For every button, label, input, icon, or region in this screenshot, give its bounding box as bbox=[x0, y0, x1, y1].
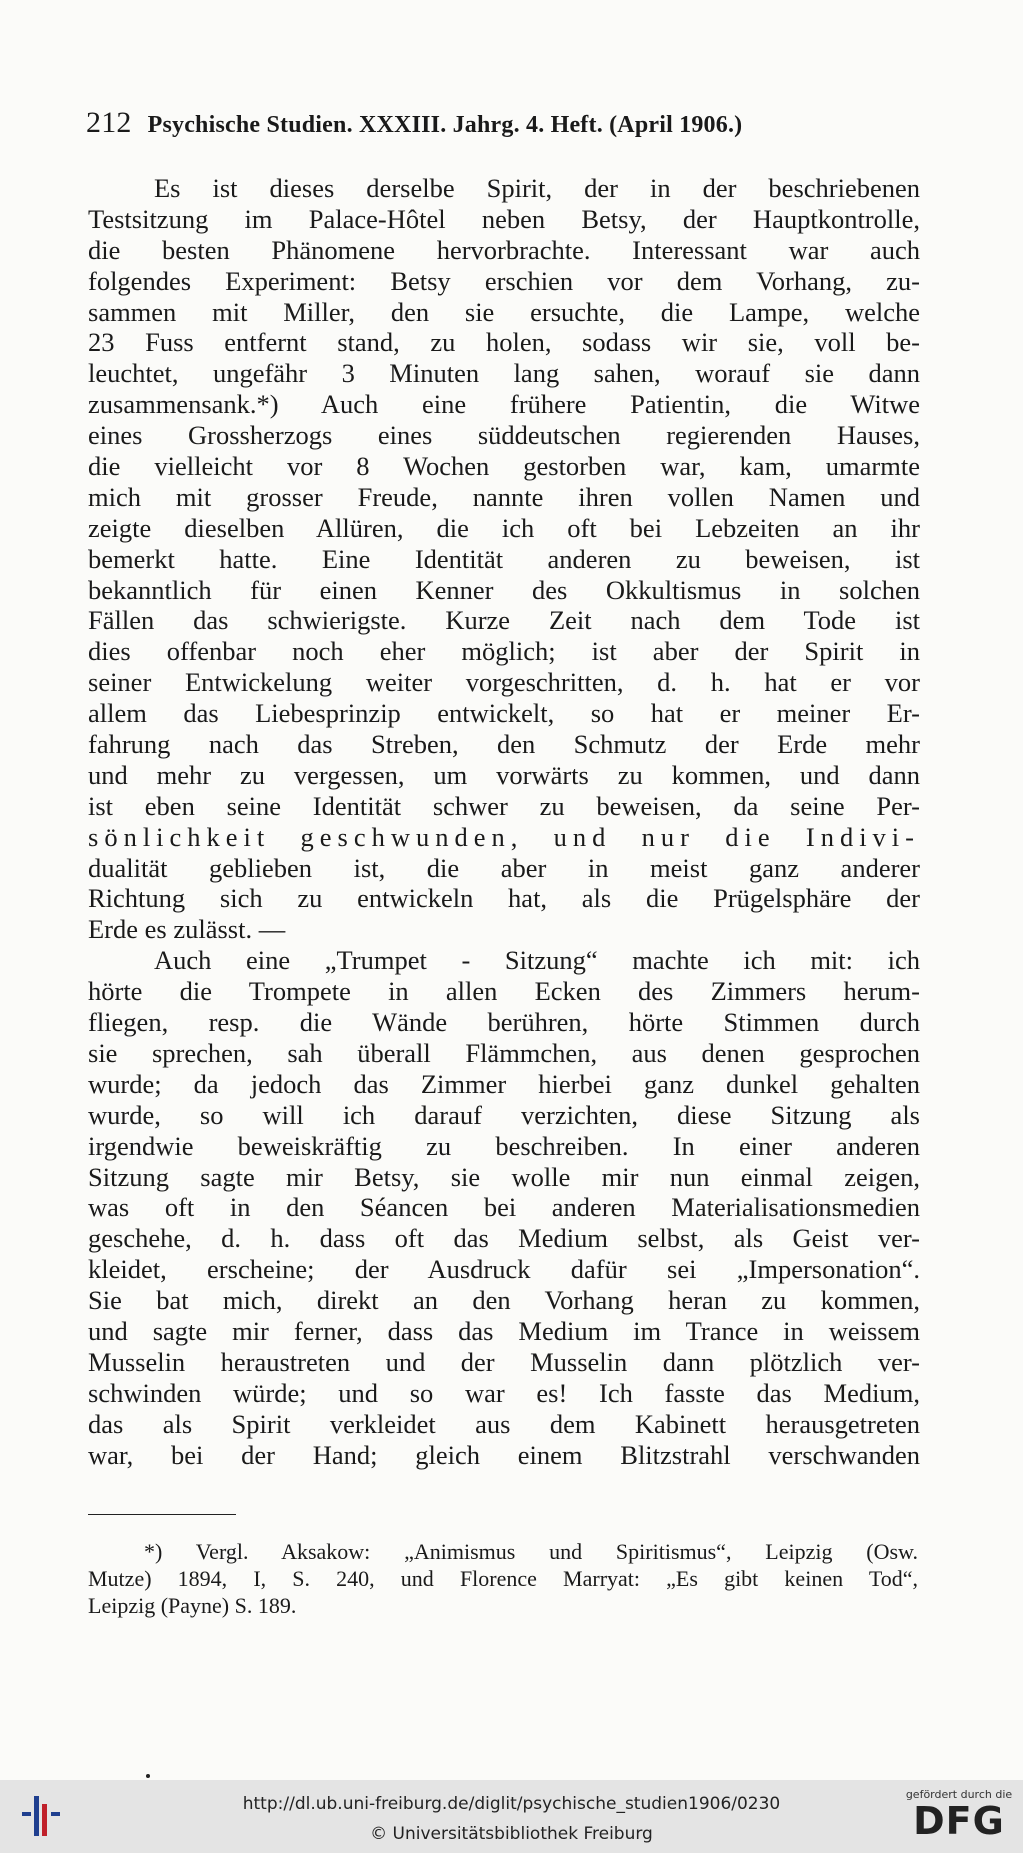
text-line: wurde, so will ich darauf verzichten, diese Sitzung als bbox=[88, 1099, 920, 1130]
text-line: dualität geblieben ist, die aber in meist ganz anderer bbox=[88, 852, 920, 883]
dfg-logo bbox=[905, 1788, 1013, 1848]
text-line: bemerkt hatte. Eine Identität anderen zu beweisen, ist bbox=[88, 543, 920, 574]
dfg-tagline: gefördert durch die bbox=[905, 1788, 1013, 1801]
text-line: sammen mit Miller, den sie ersuchte, die Lampe, welche bbox=[88, 296, 920, 327]
text-line: zusammensank.*) Auch eine frühere Patientin, die Witwe bbox=[88, 389, 920, 420]
text-line: war, bei der Hand; gleich einem Blitzstrahl verschwanden bbox=[88, 1439, 920, 1470]
footnote bbox=[88, 1538, 918, 1619]
footnote-separator bbox=[88, 1514, 236, 1515]
text-line: folgendes Experiment: Betsy erschien vor dem Vorhang, zu- bbox=[88, 265, 920, 296]
text-line: 23 Fuss entfernt stand, zu holen, sodass wir sie, voll be- bbox=[88, 327, 920, 358]
viewer-footer bbox=[0, 1780, 1023, 1853]
text-line: Erde es zulässt. — bbox=[88, 914, 286, 945]
text-line: Musselin heraustreten und der Musselin dann plötzlich ver- bbox=[88, 1346, 920, 1377]
page-url-link[interactable]: http://dl.ub.uni-freiburg.de/diglit/psychische_studien1906/0230 bbox=[242, 1794, 781, 1814]
text-line: leuchtet, ungefähr 3 Minuten lang sahen, worauf sie dann bbox=[88, 358, 920, 389]
page-header bbox=[86, 106, 946, 140]
dfg-logo-text: DFG bbox=[913, 1799, 1005, 1843]
text-line: Testsitzung im Palace-Hôtel neben Betsy, der Hauptkontrolle, bbox=[88, 203, 920, 234]
text-line: und sagte mir ferner, dass das Medium im Trance in weissem bbox=[88, 1315, 920, 1346]
text-line: seiner Entwickelung weiter vorgeschritten, d. h. hat er vor bbox=[88, 667, 920, 698]
text-line: Richtung sich zu entwickeln hat, als die Prügelsphäre der bbox=[88, 883, 920, 914]
text-line: eines Grossherzogs eines süddeutschen regierenden Hauses, bbox=[88, 420, 920, 451]
footnote-line: Mutze) 1894, I, S. 240, und Florence Marryat: „Es gibt keinen Tod“, bbox=[88, 1566, 918, 1591]
text-line: dies offenbar noch eher möglich; ist aber der Spirit in bbox=[88, 636, 920, 667]
text-line: bekanntlich für einen Kenner des Okkultismus in solchen bbox=[88, 574, 920, 605]
text-line: wurde; da jedoch das Zimmer hierbei ganz dunkel gehalten bbox=[88, 1068, 920, 1099]
text-line: was oft in den Séancen bei anderen Materialisationsmedien bbox=[88, 1192, 920, 1223]
text-line: allem das Liebesprinzip entwickelt, so hat er meiner Er- bbox=[88, 698, 920, 729]
text-line: kleidet, erscheine; der Ausdruck dafür sei „Impersonation“. bbox=[88, 1254, 920, 1285]
text-line: die besten Phänomene hervorbrachte. Interessant war auch bbox=[88, 234, 920, 265]
text-line: fliegen, resp. die Wände berühren, hörte Stimmen durch bbox=[88, 1007, 920, 1038]
text-line: mich mit grosser Freude, nannte ihren vollen Namen und bbox=[88, 481, 920, 512]
text-line: Sie bat mich, direkt an den Vorhang heran zu kommen, bbox=[88, 1285, 920, 1316]
running-title: Psychische Studien. XXXIII. Jahrg. 4. Heft. (April 1906.) bbox=[147, 112, 743, 138]
page-number: 212 bbox=[86, 106, 132, 139]
text-line: das als Spirit verkleidet aus dem Kabinett herausgetreten bbox=[88, 1408, 920, 1439]
text-line: zeigte dieselben Allüren, die ich oft bei Lebzeiten an ihr bbox=[88, 512, 920, 543]
text-line: fahrung nach das Streben, den Schmutz der Erde mehr bbox=[88, 729, 920, 760]
text-line: sie sprechen, sah überall Flämmchen, aus denen gesprochen bbox=[88, 1037, 920, 1068]
text-line: Fällen das schwierigste. Kurze Zeit nach dem Tode ist bbox=[88, 605, 920, 636]
text-line: und mehr zu vergessen, um vorwärts zu kommen, und dann bbox=[88, 759, 920, 790]
text-line: geschehe, d. h. dass oft das Medium selbst, als Geist ver- bbox=[88, 1223, 920, 1254]
footnote-line: Leipzig (Payne) S. 189. bbox=[88, 1593, 297, 1618]
text-line: sönlichkeit geschwunden, und nur die Indivi- bbox=[88, 821, 920, 852]
text-line: Es ist dieses derselbe Spirit, der in der beschriebenen bbox=[154, 173, 920, 203]
text-line: ist eben seine Identität schwer zu beweisen, da seine Per- bbox=[88, 790, 920, 821]
body-text bbox=[88, 173, 920, 1470]
text-line: die vielleicht vor 8 Wochen gestorben war, kam, umarmte bbox=[88, 451, 920, 482]
text-line: schwinden würde; und so war es! Ich fasste das Medium, bbox=[88, 1377, 920, 1408]
text-line: hörte die Trompete in allen Ecken des Zimmers herum- bbox=[88, 976, 920, 1007]
text-line: Auch eine „Trumpet - Sitzung“ machte ich mit: ich bbox=[154, 945, 920, 976]
speck bbox=[146, 1774, 150, 1778]
copyright-text: © Universitätsbibliothek Freiburg bbox=[370, 1824, 653, 1844]
text-line: Sitzung sagte mir Betsy, sie wolle mir nun einmal zeigen, bbox=[88, 1161, 920, 1192]
text-line: irgendwie beweiskräftig zu beschreiben. In einer anderen bbox=[88, 1130, 920, 1161]
footnote-line: *) Vergl. Aksakow: „Animismus und Spiritismus“, Leipzig (Osw. bbox=[144, 1539, 918, 1564]
